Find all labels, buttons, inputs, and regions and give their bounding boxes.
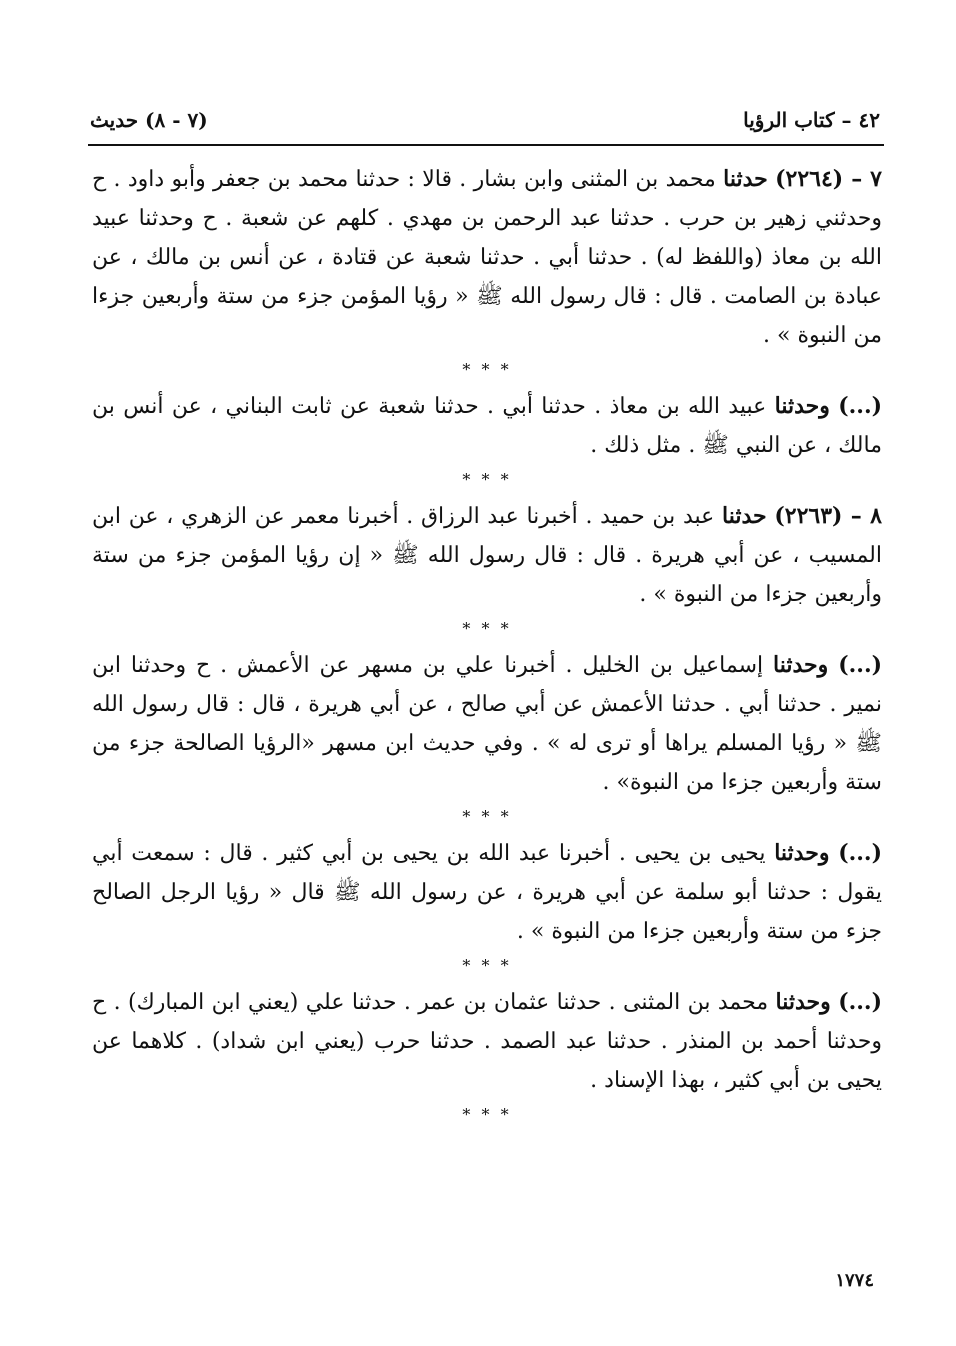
hadith-paragraph — [92, 160, 882, 355]
separator: * * * — [462, 956, 512, 975]
hadith-opener: وحدثنا — [774, 393, 830, 419]
hadith-text: عبيد الله بن معاذ . حدثنا أبي . حدثنا شعبة عن ثابت البناني ، عن أنس بن مالك ، عن النبي ﷺ . مثل ذلك . — [92, 394, 882, 458]
hadith-opener: وحدثنا — [774, 840, 830, 866]
hadith-opener: وحدثنا — [775, 989, 831, 1015]
hadith-paragraph — [92, 387, 882, 465]
hadith-opener: حدثنا — [723, 166, 768, 192]
hadith-text: عبد بن حميد . أخبرنا عبد الرزاق . أخبرنا معمر عن الزهري ، عن ابن المسيب ، عن أبي هريرة . قال : قال رسول الله ﷺ « إن رؤيا المؤمن جزء من ستة وأربعين جزءا من النبوة » . — [92, 504, 882, 607]
book-title: ٤٢ – كتاب الرؤيا — [743, 108, 880, 132]
hadith-number: (...) — [838, 393, 883, 419]
header-rule — [88, 144, 884, 146]
page-header — [90, 102, 880, 138]
separator: * * * — [462, 470, 512, 489]
hadith-opener: وحدثنا — [773, 652, 829, 678]
separator: * * * — [462, 360, 512, 379]
hadith-body — [92, 160, 882, 1132]
hadith-text: محمد بن المثنى وابن بشار . قالا : حدثنا محمد بن جعفر وأبو داود . ح وحدثني زهير بن حرب . حدثنا عبد الرحمن بن مهدي . كلهم عن شعبة . ح وحدثنا عبيد الله بن معاذ (واللفظ له) . حدثنا أبي . حدثنا شعبة عن قتادة ، عن أنس بن مالك ، عن عبادة بن الصامت . قال : قال رسول الله ﷺ « رؤيا المؤمن جزء من ستة وأربعين جزءا من النبوة » . — [92, 167, 882, 348]
hadith-number: ٧ – (٢٢٦٤) — [775, 166, 882, 192]
page-number: ١٧٧٤ — [835, 1270, 874, 1291]
hadith-number: ٨ – (٢٢٦٣) — [774, 503, 882, 529]
hadith-paragraph — [92, 834, 882, 951]
hadith-text: محمد بن المثنى . حدثنا عثمان بن عمر . حدثنا علي (يعني ابن المبارك) . ح وحدثنا أحمد بن المنذر . حدثنا عبد الصمد . حدثنا حرب (يعني ابن شداد) . كلاهما عن يحيى بن أبي كثير ، بهذا الإسناد . — [92, 990, 882, 1093]
separator: * * * — [462, 619, 512, 638]
hadith-text: إسماعيل بن الخليل . أخبرنا علي بن مسهر عن الأعمش . ح وحدثنا ابن نمير . حدثنا أبي . حدثنا الأعمش عن أبي صالح ، عن أبي هريرة ، قال : قال رسول الله ﷺ « رؤيا المسلم يراها أو ترى له » . وفي حديث ابن مسهر «الرؤيا الصالحة جزء من ستة وأربعين جزءا من النبوة» . — [92, 653, 882, 795]
hadith-number: (...) — [838, 652, 883, 678]
separator: * * * — [462, 1105, 512, 1124]
hadith-opener: حدثنا — [721, 503, 767, 529]
hadith-range: (٧ - ٨) حديث — [90, 108, 208, 132]
hadith-paragraph — [92, 497, 882, 614]
hadith-text: يحيى بن يحيى . أخبرنا عبد الله بن يحيى بن أبي كثير . قال : سمعت أبي يقول : حدثنا أبو سلمة عن أبي هريرة ، عن رسول الله ﷺ قال « رؤيا الرجل الصالح جزء من ستة وأربعين جزءا من النبوة » . — [92, 841, 882, 944]
hadith-paragraph — [92, 646, 882, 802]
hadith-number: (...) — [838, 989, 882, 1015]
separator: * * * — [462, 807, 512, 826]
hadith-number: (...) — [838, 840, 882, 866]
hadith-paragraph — [92, 983, 882, 1100]
